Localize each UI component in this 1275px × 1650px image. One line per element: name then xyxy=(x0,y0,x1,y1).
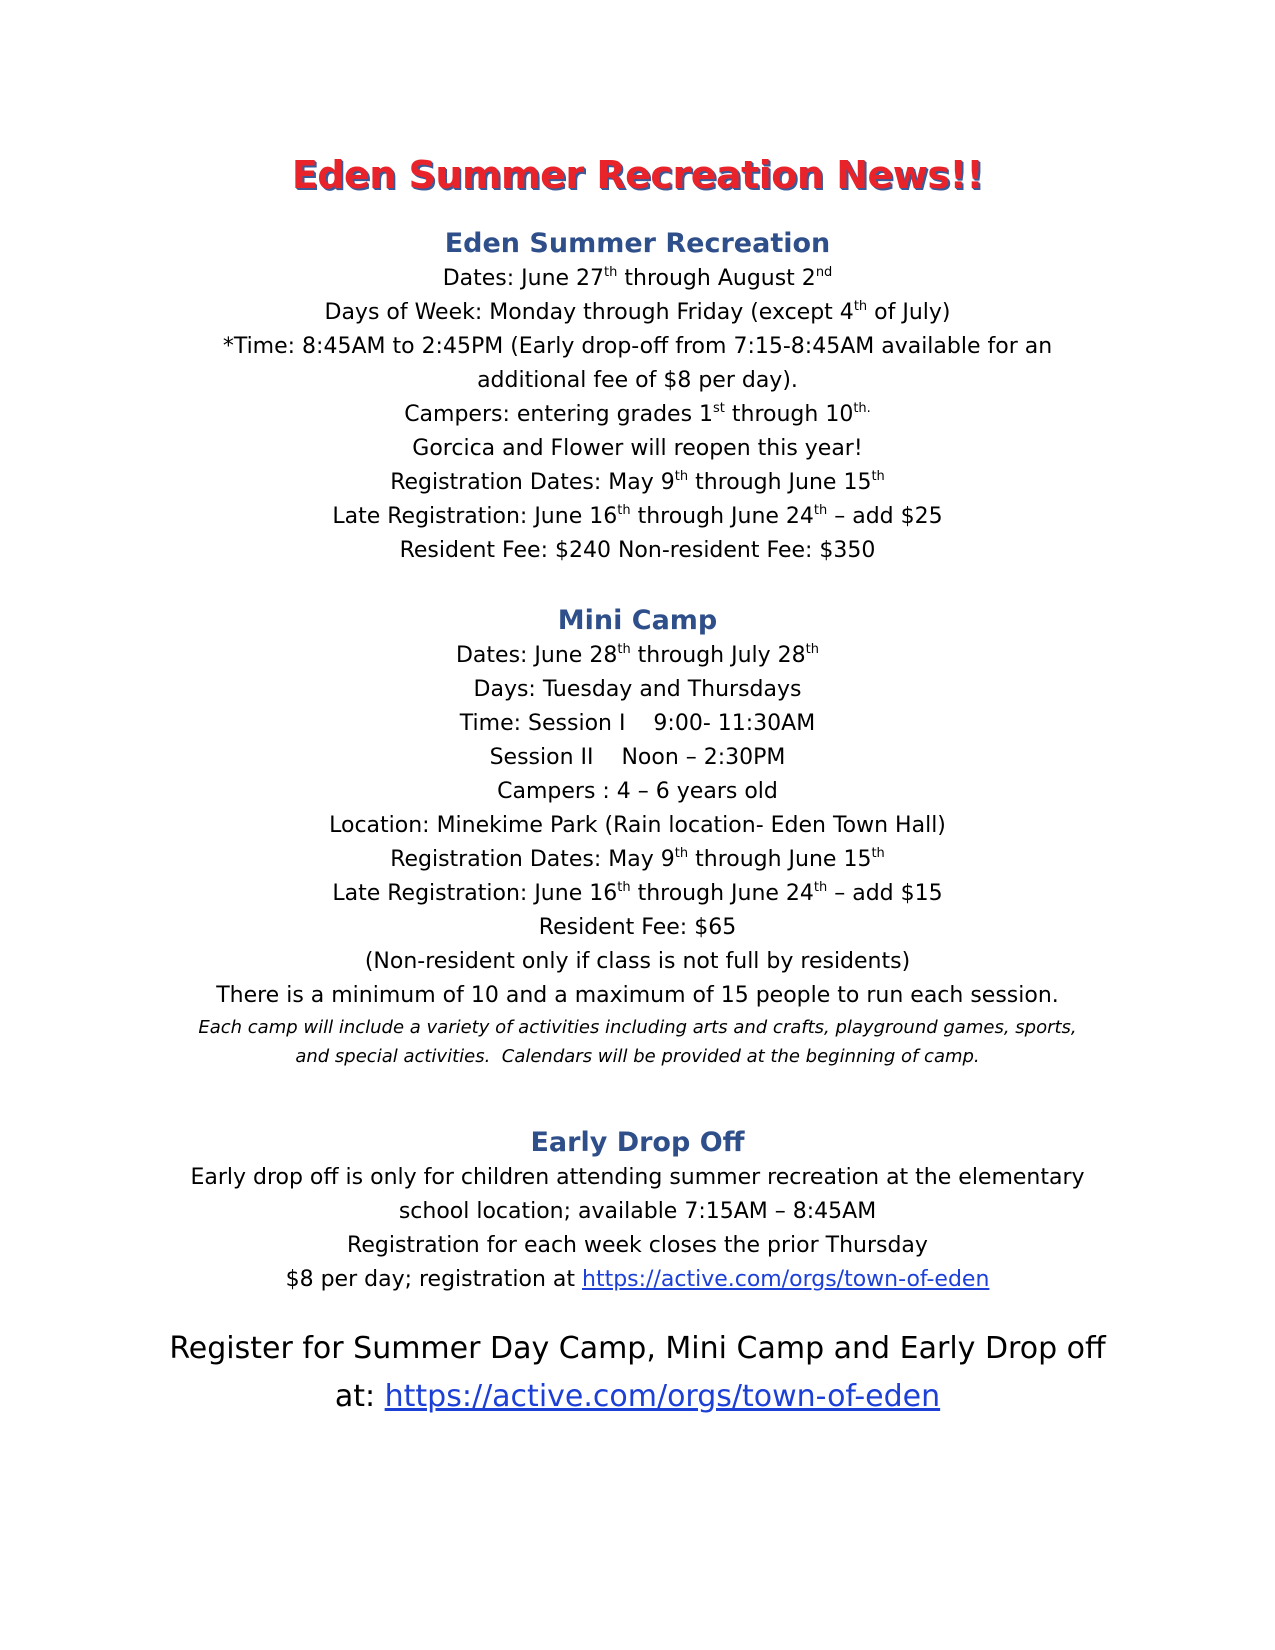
early-line-1: Early drop off is only for children attending summer recreation at the elementary xyxy=(190,1165,1085,1190)
mini-fee: Resident Fee: $65 xyxy=(538,915,737,940)
register-cta xyxy=(0,1325,1275,1421)
mini-time-session-1: Time: Session I 9:00- 11:30AM xyxy=(459,711,816,736)
early-drop-off-section xyxy=(0,1125,1275,1297)
mini-activities-note-1: Each camp will include a variety of activities including arts and crafts, playground games, sports, xyxy=(198,1017,1077,1038)
mini-campers: Campers : 4 – 6 years old xyxy=(497,779,778,804)
summer-recreation-section xyxy=(0,226,1275,568)
cta-line-2: at: https://active.com/orgs/town-of-eden xyxy=(334,1379,941,1414)
summer-time-line-1: *Time: 8:45AM to 2:45PM (Early drop-off from 7:15-8:45AM available for an xyxy=(222,334,1053,359)
mini-time-session-2: Session II Noon – 2:30PM xyxy=(489,745,786,770)
mini-min-max: There is a minimum of 10 and a maximum of 15 people to run each session. xyxy=(216,983,1059,1008)
summer-late-registration: Late Registration: June 16th through June 24th – add $25 xyxy=(332,503,943,529)
summer-fees: Resident Fee: $240 Non-resident Fee: $350 xyxy=(399,538,876,563)
early-registration-link[interactable]: https://active.com/orgs/town-of-eden xyxy=(582,1267,990,1292)
summer-reopen: Gorcica and Flower will reopen this year! xyxy=(412,436,863,461)
early-heading: Early Drop Off xyxy=(530,1127,745,1158)
mini-location: Location: Minekime Park (Rain location- Eden Town Hall) xyxy=(329,813,946,838)
summer-dates: Dates: June 27th through August 2nd xyxy=(442,265,833,291)
mini-nonresident-note: (Non-resident only if class is not full by residents) xyxy=(364,949,911,974)
mini-late-registration: Late Registration: June 16th through June 24th – add $15 xyxy=(332,880,943,906)
mini-activities-note-2: and special activities. Calendars will be provided at the beginning of camp. xyxy=(295,1046,980,1067)
summer-heading: Eden Summer Recreation xyxy=(444,228,831,259)
mini-days: Days: Tuesday and Thursdays xyxy=(473,677,802,702)
mini-dates: Dates: June 28th through July 28th xyxy=(455,642,820,668)
mini-registration-dates: Registration Dates: May 9th through June 15th xyxy=(390,846,885,872)
early-line-3: Registration for each week closes the prior Thursday xyxy=(347,1233,928,1258)
summer-time-line-2: additional fee of $8 per day). xyxy=(477,368,798,393)
cta-registration-link[interactable]: https://active.com/orgs/town-of-eden xyxy=(384,1379,941,1414)
summer-campers: Campers: entering grades 1st through $10^{th.}$ xyxy=(404,401,871,427)
summer-days: Days of Week: Monday through Friday (except 4th of July) xyxy=(324,299,951,325)
early-line-2: school location; available 7:15AM – 8:45AM xyxy=(398,1199,877,1224)
mini-camp-section xyxy=(0,603,1275,1071)
mini-heading: Mini Camp xyxy=(557,605,718,636)
summer-registration-dates: Registration Dates: May 9th through June 15th xyxy=(390,469,885,495)
early-line-4: $8 per day; registration at https://active.com/orgs/town-of-eden xyxy=(285,1267,990,1292)
cta-line-1: Register for Summer Day Camp, Mini Camp and Early Drop off xyxy=(169,1331,1106,1366)
page-title: Eden Summer Recreation News!! xyxy=(291,153,984,197)
